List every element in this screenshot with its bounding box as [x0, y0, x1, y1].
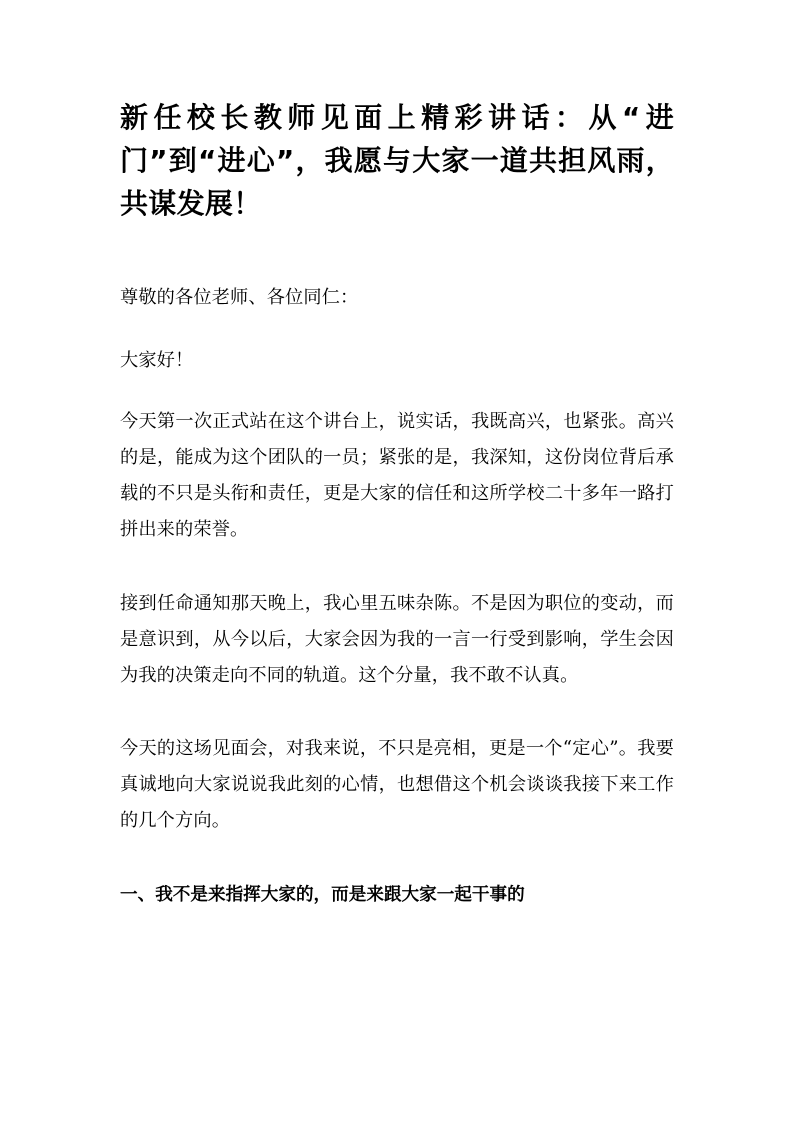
body-paragraph: 今天第一次正式站在这个讲台上，说实话，我既高兴，也紧张。高兴的是，能成为这个团队的一员；紧张的是，我深知，这份岗位背后承载的不只是头衔和责任，更是大家的信任和这所学校二十多年一路打拼出来的荣誉。 [120, 411, 674, 540]
salutation-paragraph: 尊敬的各位老师、各位同仁： [120, 287, 359, 308]
body-paragraph: 接到任命通知那天晚上，我心里五味杂陈。不是因为职位的变动，而是意识到，从今以后，大家会因为我的一言一行受到影响，学生会因为我的决策走向不同的轨道。这个分量，我不敢不认真。 [120, 593, 674, 686]
greeting-paragraph: 大家好！ [120, 350, 194, 371]
section-heading: 一、我不是来指挥大家的，而是来跟大家一起干事的 [120, 885, 525, 905]
document-title: 新任校长教师见面上精彩讲话：从“进门”到“进心”，我愿与大家一道共担风雨，共谋发展！ [120, 101, 674, 220]
body-paragraph: 今天的这场见面会，对我来说，不只是亮相，更是一个“定心”。我要真诚地向大家说说我此刻的心情，也想借这个机会谈谈我接下来工作的几个方向。 [120, 738, 674, 831]
